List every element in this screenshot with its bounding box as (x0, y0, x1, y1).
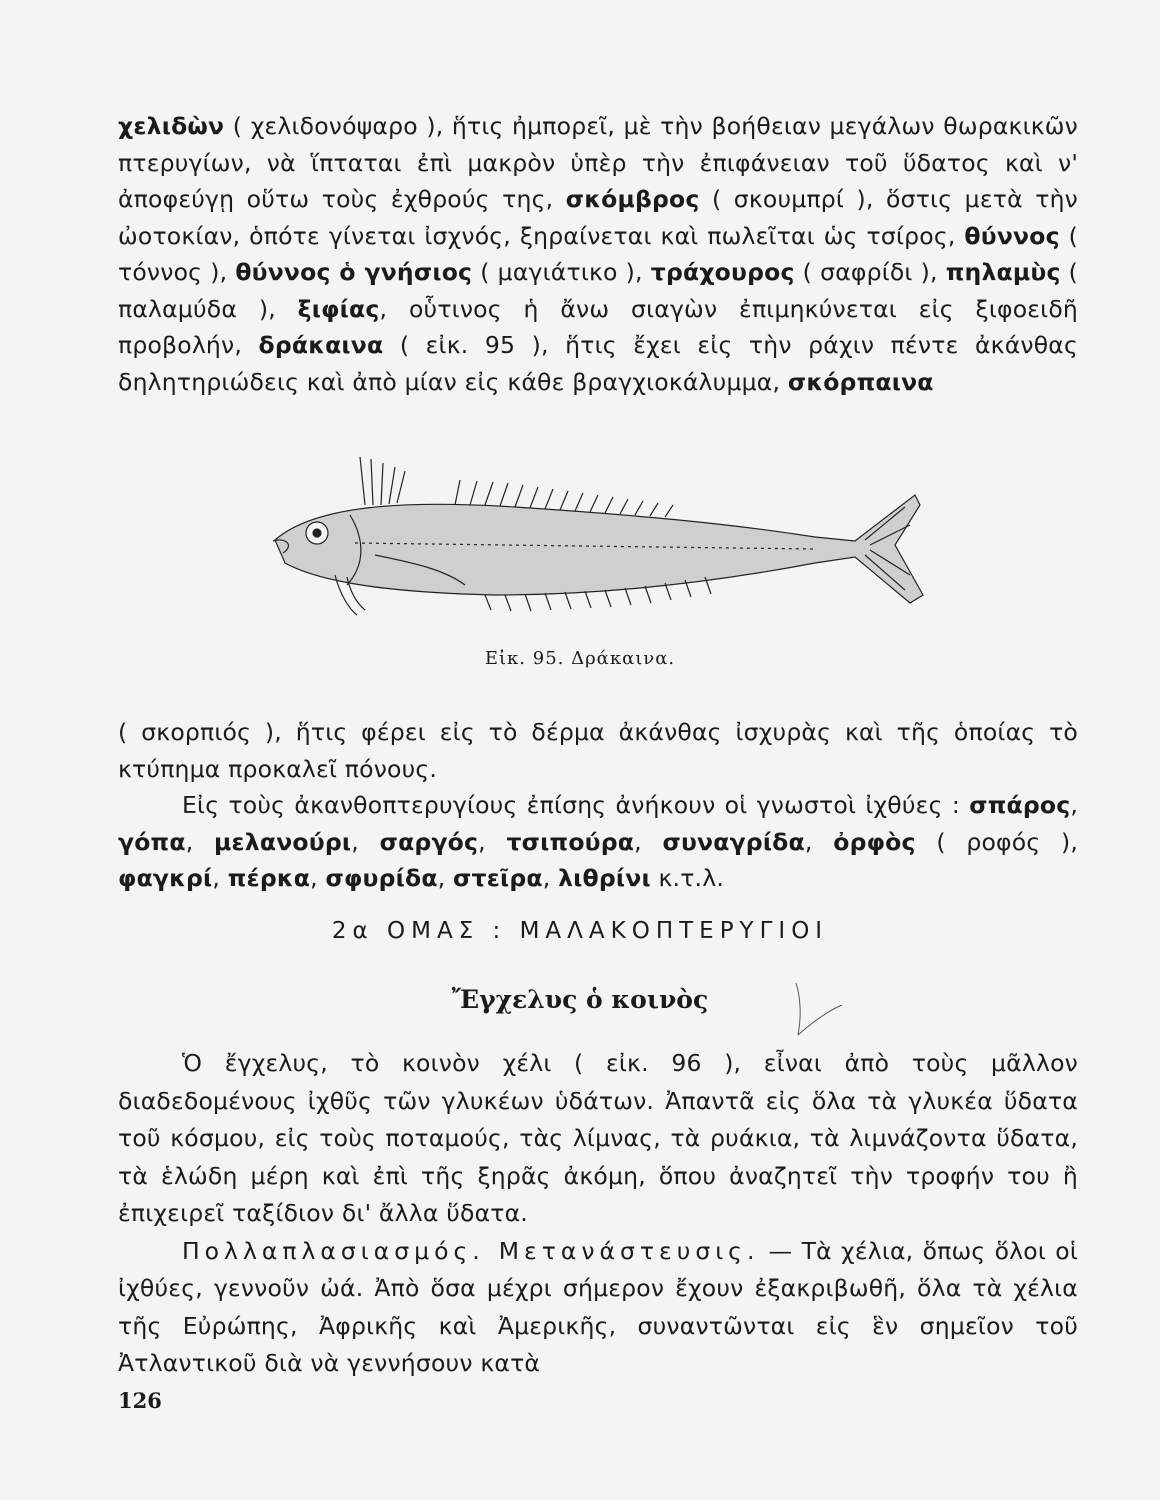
bold-term: συναγρίδα (662, 827, 805, 856)
bold-term: φαγκρί (118, 864, 213, 892)
paragraph-5-heading: Πολλαπλασιασμός. Μετανάστευσις. (182, 1236, 760, 1265)
paragraph-group-2 (118, 714, 1078, 897)
paragraph-fish-list (118, 108, 1078, 400)
figure-caption: Εἰκ. 95. Δράκαινα. (484, 648, 676, 669)
bold-term: πηλαμὺς (945, 258, 1061, 286)
text-run: , (804, 827, 834, 856)
text-run: , (634, 827, 663, 856)
bold-term: δράκαινα (258, 331, 384, 359)
text-run: ( εἰκ. 95 ), ἥτις ἔχει εἰς τὴν ράχιν πέντε ἀκάνθας δηλητηριώδεις καὶ ἀπὸ μίαν εἰς κάθε βραγχιοκάλυμμα, (118, 331, 1078, 396)
bold-term: θύννος (964, 221, 1060, 250)
bold-term: τράχουρος (650, 258, 795, 286)
paragraph-2 (118, 714, 1078, 787)
pencil-mark (780, 975, 850, 1045)
text-run: Ὁ ἔγχελυς, τὸ κοινὸν χέλι ( εἰκ. 96 ), εἶναι ἀπὸ τοὺς μᾶλλον διαδεδομένους ἰχθῦς τῶν γλυκέων ὑδάτων. Ἀπαντᾶ εἰς ὅλα τὰ γλυκέα ὕδατα τοῦ κόσμου, εἰς τοὺς ποταμούς, τὰς λίμνας, τὰ ρυάκια, τὰ λιμνάζοντα ὕδατα, τὰ ἑλώδη μέρη καὶ ἐπὶ τῆς ξηρᾶς ἀκόμη, ὅπου ἀναζητεῖ τὴν τροφήν του ἢ ἐπιχειρεῖ ταξίδιον δι' ἄλλα ὕδατα. (118, 1049, 1078, 1227)
paragraph-3 (118, 787, 1078, 897)
subheading-eel: Ἔγχελυς ὁ κοινὸς (451, 985, 709, 1014)
paragraph-5 (118, 1233, 1078, 1383)
bold-term: στεῖρα (453, 864, 543, 892)
bold-term: σπάρος (969, 791, 1071, 819)
bold-term: ξιφίας (297, 294, 380, 323)
text-run: , (478, 827, 507, 856)
text-run: Εἰς τοὺς ἀκανθοπτερυγίους ἐπίσης ἀνήκουν οἱ γνωστοὶ ἰχθύες : (182, 791, 970, 819)
bold-term: θύννος ὁ γνήσιος (235, 258, 473, 286)
section-heading: 2α ΟΜΑΣ : ΜΑΛΑΚΟΠΤΕΡΥΓΙΟΙ (331, 918, 829, 944)
text-run: ( σκορπιός ), ἥτις φέρει εἰς τὸ δέρμα ἀκάνθας ἰσχυρὰς καὶ τῆς ὁποίας τὸ κτύπημα προκαλεῖ πόνους. (118, 718, 1078, 783)
paragraph-group-3 (118, 1045, 1078, 1383)
text-run: , (437, 864, 454, 892)
text-run: , (542, 864, 559, 892)
text-run: ( σκουμπρί ), ὅστις μετὰ τὴν ὠοτοκίαν, ὁπότε γίνεται ἰσχνός, ξηραίνεται καὶ πωλεῖται ὡς τσίρος, (118, 185, 1078, 250)
text-run: — Τὰ χέλια, ὅπως ὅλοι οἱ ἰχθύες, γεννοῦν ὠά. Ἀπὸ ὅσα μέχρι σήμερον ἔχουν ἐξακριβωθῆ, ὅλα τὰ χέλια τῆς Εὐρώπης, Ἀφρικῆς καὶ Ἀμερικῆς, συναντῶνται εἰς ἓν σημεῖον τοῦ Ἀτλαντικοῦ διὰ νὰ γεννήσουν κατὰ (118, 1236, 1078, 1377)
paragraph-4 (118, 1045, 1078, 1233)
paragraph-1 (118, 108, 1078, 400)
bold-term: σκόρπαινα (787, 367, 934, 396)
bold-term: λιθρίνι (558, 864, 651, 892)
bold-term: χελιδὼν (118, 112, 225, 140)
bold-term: πέρκα (227, 864, 311, 892)
bold-term: ὀρφὸς (833, 827, 916, 856)
text-run: , (185, 827, 215, 856)
text-run: ( ροφός ), (915, 827, 1079, 856)
page-number: 126 (118, 1388, 162, 1413)
text-run: , οὗτινος ἡ ἄνω σιαγὼν ἐπιμηκύνεται εἰς ξιφοειδῆ προβολήν, (118, 294, 1079, 359)
bold-term: σκόμβρος (565, 185, 700, 213)
text-run: , (1070, 791, 1078, 819)
text-run: ( παλαμύδα ), (118, 258, 1079, 323)
text-run: ( σαφρίδι ), (794, 258, 946, 286)
dragonfish-figure (255, 445, 935, 635)
text-run: ( χελιδονόψαρο ), ἥτις ἠμπορεῖ, μὲ τὴν βοήθειαν μεγάλων θωρακικῶν πτερυγίων, νὰ ἵπταται ἐπὶ μακρὸν ὑπὲρ τὴν ἐπιφάνειαν τοῦ ὕδατος καὶ ν' ἀποφεύγῃ οὕτω τοὺς ἐχθρούς της, (118, 112, 1078, 213)
bold-term: σφυρίδα (325, 864, 438, 892)
bold-term: σαργός (379, 827, 479, 856)
text-run: , (310, 864, 326, 892)
text-run: κ.τ.λ. (650, 864, 724, 892)
bold-term: τσιπούρα (506, 827, 635, 856)
text-run: , (351, 827, 380, 856)
text-run: ( τόννος ), (118, 221, 1078, 286)
text-run: ( μαγιάτικο ), (472, 258, 651, 286)
bold-term: γόπα (118, 827, 186, 856)
bold-term: μελανούρι (214, 827, 352, 856)
text-run: , (212, 864, 228, 892)
